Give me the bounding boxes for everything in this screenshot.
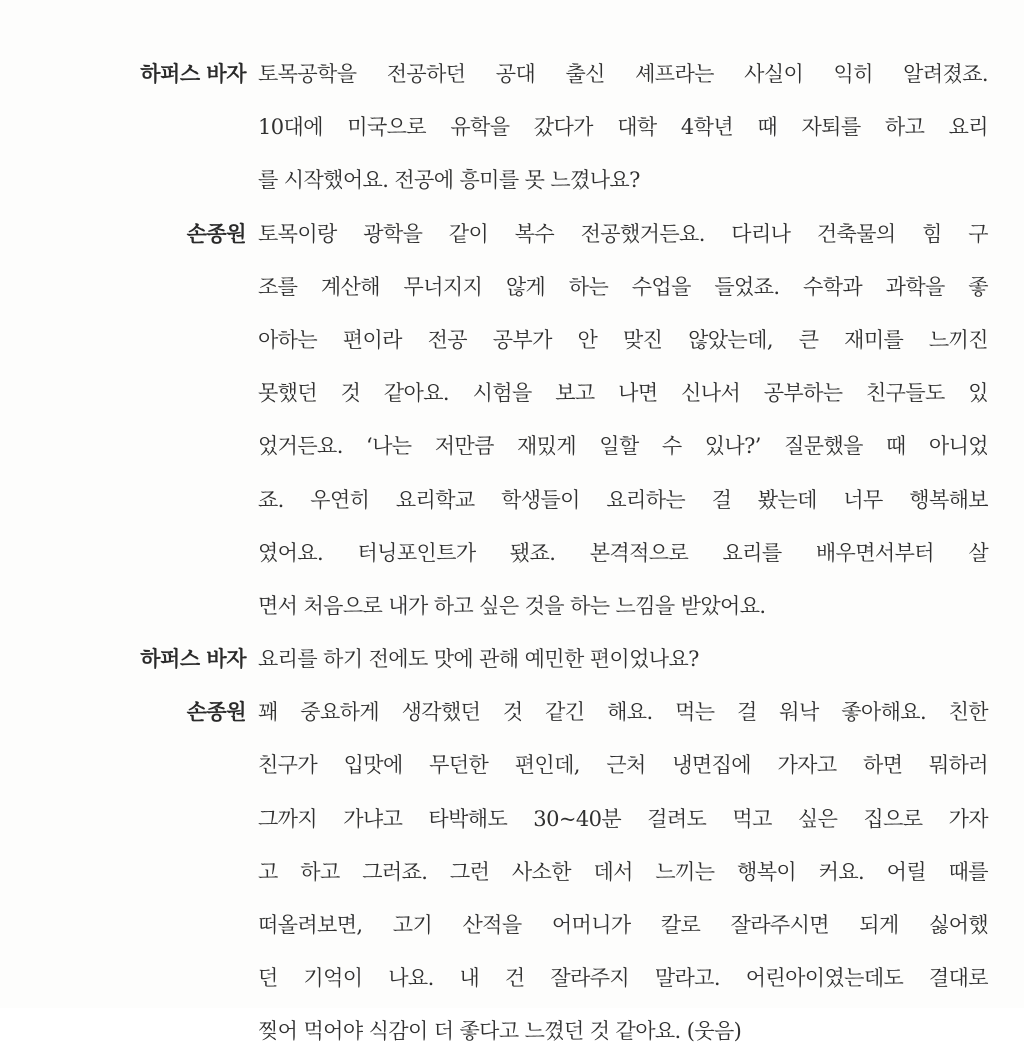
text-line: 죠. 우연히 요리학교 학생들이 요리하는 걸 봤는데 너무 행복해보: [258, 487, 988, 512]
text-line: 떠올려보면, 고기 산적을 어머니가 칼로 잘라주시면 되게 싫어했: [258, 913, 988, 937]
text-line: 었거든요. ‘나는 저만큼 재밌게 일할 수 있나?’ 질문했을 때 아니었: [258, 434, 988, 459]
text-line: 친구가 입맛에 무던한 편인데, 근처 냉면집에 가자고 하면 뭐하러: [258, 753, 988, 778]
speech-text: [258, 208, 988, 634]
speaker-label: 손종원: [186, 221, 246, 246]
text-line: 토목공학을 전공하던 공대 출신 셰프라는 사실이 익히 알려졌죠.: [258, 62, 988, 86]
speaker-label: 하퍼스 바자: [140, 62, 246, 86]
speaker-label: 손종원: [186, 700, 246, 725]
text-line: 아하는 편이라 전공 공부가 안 맞진 않았는데, 큰 재미를 느끼진: [258, 327, 988, 352]
text-line: 요리를 하기 전에도 맛에 관해 예민한 편이었나요?: [258, 647, 699, 672]
interview-text: [0, 48, 1024, 1059]
text-line: 꽤 중요하게 생각했던 것 같긴 해요. 먹는 걸 워낙 좋아해요. 친한: [258, 700, 988, 725]
speech-text: [258, 48, 988, 208]
text-line: 10대에 미국으로 유학을 갔다가 대학 4학년 때 자퇴를 하고 요리: [258, 115, 988, 140]
interview-turn: [0, 48, 1024, 208]
text-line: 였어요. 터닝포인트가 됐죠. 본격적으로 요리를 배우면서부터 살: [258, 540, 988, 565]
speaker-label: 하퍼스 바자: [140, 647, 246, 672]
text-line: 던 기억이 나요. 내 건 잘라주지 말라고. 어린아이였는데도 결대로: [258, 966, 988, 991]
text-line: 토목이랑 광학을 같이 복수 전공했거든요. 다리나 건축물의 힘 구: [258, 221, 988, 246]
text-line: 고 하고 그러죠. 그런 사소한 데서 느끼는 행복이 커요. 어릴 때를: [258, 859, 988, 884]
text-line: 를 시작했어요. 전공에 흥미를 못 느꼈나요?: [258, 168, 640, 193]
interview-turn: [0, 686, 1024, 1058]
speech-text: [258, 633, 988, 686]
text-line: 조를 계산해 무너지지 않게 하는 수업을 들었죠. 수학과 과학을 좋: [258, 274, 988, 299]
text-line: 못했던 것 같아요. 시험을 보고 나면 신나서 공부하는 친구들도 있: [258, 381, 988, 406]
speech-text: [258, 686, 988, 1058]
text-line: 면서 처음으로 내가 하고 싶은 것을 하는 느낌을 받았어요.: [258, 593, 766, 618]
interview-turn: [0, 633, 1024, 686]
text-line: 찢어 먹어야 식감이 더 좋다고 느꼈던 것 같아요. (웃음): [258, 1019, 742, 1044]
text-line: 그까지 가냐고 타박해도 30~40분 걸려도 먹고 싶은 집으로 가자: [258, 806, 988, 831]
interview-turn: [0, 208, 1024, 634]
